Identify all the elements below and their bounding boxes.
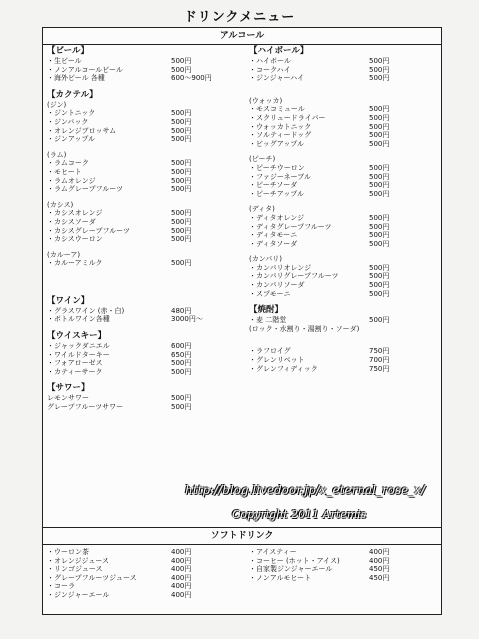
menu-item bbox=[47, 368, 243, 377]
subcategory-heading: (ラム) bbox=[47, 150, 67, 159]
item-price: 500円 bbox=[369, 231, 390, 240]
item-price: 400円 bbox=[171, 565, 192, 574]
menu-item bbox=[47, 177, 243, 186]
subcategory-heading: (ウォッカ) bbox=[249, 96, 283, 105]
item-name: ・ワイルドターキー bbox=[47, 350, 110, 359]
item-price: 600円 bbox=[171, 342, 192, 351]
item-name: ・オレンジジュース bbox=[47, 556, 109, 565]
item-name: ・カンパリグレープフルーツ bbox=[249, 272, 339, 281]
subcategory-heading: (カンパリ) bbox=[249, 255, 282, 264]
item-name: ・ノンアルコールビール bbox=[47, 65, 123, 74]
subcategory-heading: (ディタ) bbox=[249, 205, 275, 214]
menu-item bbox=[47, 135, 243, 144]
alcohol-right-column bbox=[249, 46, 439, 373]
item-price: 500円 bbox=[171, 159, 192, 168]
item-name: ・ピーチウーロン bbox=[249, 163, 305, 172]
item-price: 500円 bbox=[171, 217, 192, 226]
item-price: 500円 bbox=[171, 403, 192, 412]
item-price: 500円 bbox=[171, 259, 192, 268]
item-price: 500円 bbox=[171, 65, 192, 74]
item-price: 500円 bbox=[171, 109, 192, 118]
subcategory-heading: (ロック・水割り・湯割り・ソーダ) bbox=[249, 324, 360, 333]
spacer bbox=[249, 248, 439, 255]
item-price: 400円 bbox=[171, 590, 192, 599]
item-price: 500円 bbox=[369, 172, 390, 181]
menu-item bbox=[47, 342, 243, 351]
item-name: ・ビッグアップル bbox=[249, 139, 304, 148]
item-price: 500円 bbox=[369, 131, 390, 140]
watermark-copyright: Copyright 2011 Artemis bbox=[232, 508, 367, 521]
item-price: 500円 bbox=[171, 185, 192, 194]
menu-item bbox=[47, 565, 243, 574]
menu-item bbox=[47, 235, 243, 244]
item-name: ・カルーアミルク bbox=[47, 259, 103, 268]
item-price: 750円 bbox=[369, 364, 390, 373]
item-name: ・ジントニック bbox=[47, 109, 96, 118]
item-price: 500円 bbox=[171, 226, 192, 235]
soft-right-column bbox=[249, 548, 439, 582]
spacer bbox=[47, 282, 243, 289]
menu-item bbox=[47, 259, 243, 268]
item-name: ・ジャックダニエル bbox=[47, 342, 110, 351]
item-price: 500円 bbox=[369, 281, 390, 290]
alcohol-section bbox=[42, 27, 442, 531]
item-price: 400円 bbox=[369, 548, 390, 556]
item-name: ・海外ビール 各種 bbox=[47, 74, 105, 83]
menu-item bbox=[249, 316, 439, 325]
item-name: ・コーラ bbox=[47, 582, 75, 591]
spacer bbox=[249, 148, 439, 155]
item-name: ・カンパリソーダ bbox=[249, 281, 305, 290]
item-name: ・スクリュードライバー bbox=[249, 113, 326, 122]
item-name: ・アイスティー bbox=[249, 548, 297, 556]
spacer bbox=[47, 268, 243, 275]
menu-item bbox=[47, 66, 243, 75]
item-name: ・グレンリベット bbox=[249, 356, 305, 365]
item-price: 700円 bbox=[369, 356, 390, 365]
item-price: 500円 bbox=[369, 57, 390, 65]
menu-item bbox=[249, 123, 439, 132]
menu-item bbox=[47, 218, 243, 227]
subcategory-heading: (ピーチ) bbox=[249, 155, 276, 164]
menu-item bbox=[249, 164, 439, 173]
menu-item bbox=[249, 557, 439, 566]
menu-item bbox=[47, 582, 243, 591]
menu-item bbox=[249, 140, 439, 149]
menu-item bbox=[47, 57, 243, 66]
item-name: ・ラムコーク bbox=[47, 159, 89, 168]
item-name: ・グラスワイン (赤・白) bbox=[47, 306, 125, 315]
menu-item bbox=[47, 394, 243, 403]
item-price: 500円 bbox=[171, 126, 192, 135]
menu-item bbox=[249, 66, 439, 75]
item-price: 500円 bbox=[369, 316, 390, 325]
item-name: ・カティーサーク bbox=[47, 367, 103, 376]
item-name: グレープフルーツサワー bbox=[47, 403, 124, 412]
item-price: 500円 bbox=[369, 239, 390, 248]
item-name: ・麦 二階堂 bbox=[249, 316, 287, 325]
category-heading: 【サワー】 bbox=[47, 383, 90, 394]
item-name: ・生ビール bbox=[47, 57, 82, 65]
item-name: ・ボトルワイン各種 bbox=[47, 315, 110, 324]
item-price: 400円 bbox=[171, 582, 192, 591]
category-heading: 【焼酎】 bbox=[249, 305, 284, 316]
item-name: ・ファジーネーブル bbox=[249, 172, 311, 181]
item-price: 500円 bbox=[171, 57, 192, 65]
menu-item bbox=[249, 240, 439, 249]
menu-item bbox=[47, 359, 243, 368]
menu-item bbox=[249, 290, 439, 299]
menu-item bbox=[249, 190, 439, 199]
subcategory-heading: (カシス) bbox=[47, 200, 74, 209]
menu-item bbox=[249, 281, 439, 290]
menu-item bbox=[249, 74, 439, 83]
item-price: 3000円〜 bbox=[171, 315, 203, 324]
menu-item bbox=[47, 159, 243, 168]
menu-item bbox=[249, 214, 439, 223]
soft-left-column bbox=[47, 548, 243, 600]
category-heading: 【ワイン】 bbox=[47, 295, 90, 306]
item-price: 500円 bbox=[369, 105, 390, 114]
item-name: ・ディタグレープフルーツ bbox=[249, 222, 332, 231]
subcategory-heading: (カルーア) bbox=[47, 250, 81, 259]
menu-item bbox=[249, 264, 439, 273]
item-name: ・オレンジブロッサム bbox=[47, 126, 117, 135]
item-name: ・ディタモーニ bbox=[249, 231, 298, 240]
item-price: 750円 bbox=[369, 347, 390, 356]
menu-item bbox=[249, 105, 439, 114]
page-title: ドリンクメニュー bbox=[183, 10, 296, 25]
item-name: ・ジンジャーエール bbox=[47, 590, 110, 599]
item-price: 480円 bbox=[171, 306, 192, 315]
menu-item bbox=[249, 548, 439, 557]
item-price: 450円 bbox=[369, 565, 390, 574]
menu-item bbox=[47, 127, 243, 136]
soft-drink-section-header: ソフトドリンク bbox=[43, 528, 441, 545]
menu-item bbox=[47, 548, 243, 557]
item-price: 600〜900円 bbox=[171, 74, 212, 83]
menu-item bbox=[249, 57, 439, 66]
menu-item bbox=[47, 209, 243, 218]
spacer bbox=[47, 324, 243, 331]
item-name: ・グレンフィディック bbox=[249, 364, 318, 373]
item-name: ・スプモーニ bbox=[249, 289, 291, 298]
item-price: 500円 bbox=[171, 359, 192, 368]
item-price: 500円 bbox=[369, 189, 390, 198]
item-price: 400円 bbox=[171, 556, 192, 565]
alcohol-section-header: アルコール bbox=[43, 28, 441, 45]
item-name: ・カシスソーダ bbox=[47, 217, 96, 226]
item-name: ・ジンバック bbox=[47, 117, 89, 126]
item-price: 500円 bbox=[369, 181, 390, 190]
spacer bbox=[47, 194, 243, 201]
menu-item bbox=[47, 227, 243, 236]
menu-item bbox=[249, 173, 439, 182]
item-price: 500円 bbox=[369, 163, 390, 172]
item-price: 500円 bbox=[369, 263, 390, 272]
item-name: ・カシスウーロン bbox=[47, 235, 103, 244]
item-name: ・ノンアルモヒート bbox=[249, 573, 312, 582]
item-name: ・ソルティードッグ bbox=[249, 131, 312, 140]
item-price: 450円 bbox=[369, 573, 390, 582]
item-price: 500円 bbox=[171, 367, 192, 376]
item-price: 500円 bbox=[369, 289, 390, 298]
item-price: 500円 bbox=[369, 272, 390, 281]
spacer bbox=[249, 90, 439, 97]
item-name: ・ディタソーダ bbox=[249, 239, 298, 248]
soft-drink-section bbox=[42, 527, 442, 615]
menu-item bbox=[47, 74, 243, 83]
menu-item bbox=[249, 356, 439, 365]
menu-item bbox=[47, 315, 243, 324]
item-price: 400円 bbox=[171, 548, 192, 556]
menu-item bbox=[249, 231, 439, 240]
item-name: ・ピーチソーダ bbox=[249, 181, 298, 190]
alcohol-left-column bbox=[47, 46, 243, 412]
spacer bbox=[249, 198, 439, 205]
item-name: ・ウォッカトニック bbox=[249, 122, 312, 131]
item-name: ・ジンジャーハイ bbox=[249, 74, 305, 83]
category-heading: 【ビール】 bbox=[47, 46, 89, 56]
menu-item bbox=[47, 574, 243, 583]
item-name: ・ディタオレンジ bbox=[249, 213, 305, 222]
spacer bbox=[47, 244, 243, 251]
menu-item bbox=[249, 365, 439, 374]
menu-item bbox=[249, 223, 439, 232]
menu-item bbox=[249, 114, 439, 123]
menu-item bbox=[47, 185, 243, 194]
item-name: ・ハイボール bbox=[249, 57, 291, 65]
menu-item bbox=[249, 181, 439, 190]
menu-item bbox=[249, 565, 439, 574]
spacer bbox=[47, 144, 243, 151]
item-price: 500円 bbox=[369, 65, 390, 74]
item-price: 500円 bbox=[171, 209, 192, 218]
item-name: ・カシスグレープフルーツ bbox=[47, 226, 130, 235]
item-name: ・ピーチアップル bbox=[249, 189, 304, 198]
spacer bbox=[249, 340, 439, 347]
item-name: ・カシスオレンジ bbox=[47, 209, 103, 218]
spacer bbox=[249, 83, 439, 90]
item-name: ・ラムオレンジ bbox=[47, 176, 96, 185]
item-price: 500円 bbox=[369, 122, 390, 131]
item-price: 500円 bbox=[171, 135, 192, 144]
spacer bbox=[249, 333, 439, 340]
watermark-url: http://blog.livedoor.jp/x_eternal_rose_x/ bbox=[185, 483, 426, 497]
spacer bbox=[47, 83, 243, 90]
menu-item bbox=[47, 403, 243, 412]
item-price: 500円 bbox=[171, 394, 192, 403]
menu-item bbox=[47, 109, 243, 118]
category-heading: 【ウイスキー】 bbox=[47, 331, 107, 342]
item-name: ・コークハイ bbox=[249, 65, 291, 74]
item-name: ・ジンアップル bbox=[47, 135, 96, 144]
subcategory-heading: (ジン) bbox=[47, 100, 67, 109]
menu-item bbox=[249, 574, 439, 583]
menu-item bbox=[249, 347, 439, 356]
item-price: 400円 bbox=[369, 556, 390, 565]
item-name: ・グレープフルーツジュース bbox=[47, 573, 137, 582]
item-name: ・カンパリオレンジ bbox=[249, 263, 312, 272]
item-price: 500円 bbox=[369, 213, 390, 222]
menu-item bbox=[249, 272, 439, 281]
item-name: ・自家製ジンジャーエール bbox=[249, 565, 333, 574]
item-name: ・モスコミュール bbox=[249, 105, 305, 114]
item-price: 500円 bbox=[369, 139, 390, 148]
item-price: 500円 bbox=[171, 235, 192, 244]
item-name: ・モヒート bbox=[47, 167, 82, 176]
category-heading: 【カクテル】 bbox=[47, 89, 98, 100]
category-heading: 【ハイボール】 bbox=[249, 46, 309, 56]
item-name: ・ラフロイグ bbox=[249, 347, 291, 356]
spacer bbox=[47, 275, 243, 282]
menu-item bbox=[47, 591, 243, 600]
item-price: 650円 bbox=[171, 350, 192, 359]
menu-item bbox=[47, 118, 243, 127]
item-name: ・ラムグレープフルーツ bbox=[47, 185, 124, 194]
item-price: 500円 bbox=[369, 113, 390, 122]
item-price: 500円 bbox=[171, 176, 192, 185]
item-name: ・フォアローゼス bbox=[47, 359, 103, 368]
item-name: ・リンゴジュース bbox=[47, 565, 103, 574]
item-price: 500円 bbox=[369, 74, 390, 83]
menu-item bbox=[249, 131, 439, 140]
item-name: レモンサワー bbox=[47, 394, 89, 403]
menu-item bbox=[47, 168, 243, 177]
item-name: ・ウーロン茶 bbox=[47, 548, 89, 556]
item-price: 500円 bbox=[171, 167, 192, 176]
menu-item bbox=[47, 351, 243, 360]
item-price: 400円 bbox=[171, 573, 192, 582]
item-name: ・コーヒー (ホット・アイス) bbox=[249, 556, 340, 565]
item-price: 500円 bbox=[171, 117, 192, 126]
spacer bbox=[47, 289, 243, 296]
menu-item bbox=[47, 557, 243, 566]
item-price: 500円 bbox=[369, 222, 390, 231]
